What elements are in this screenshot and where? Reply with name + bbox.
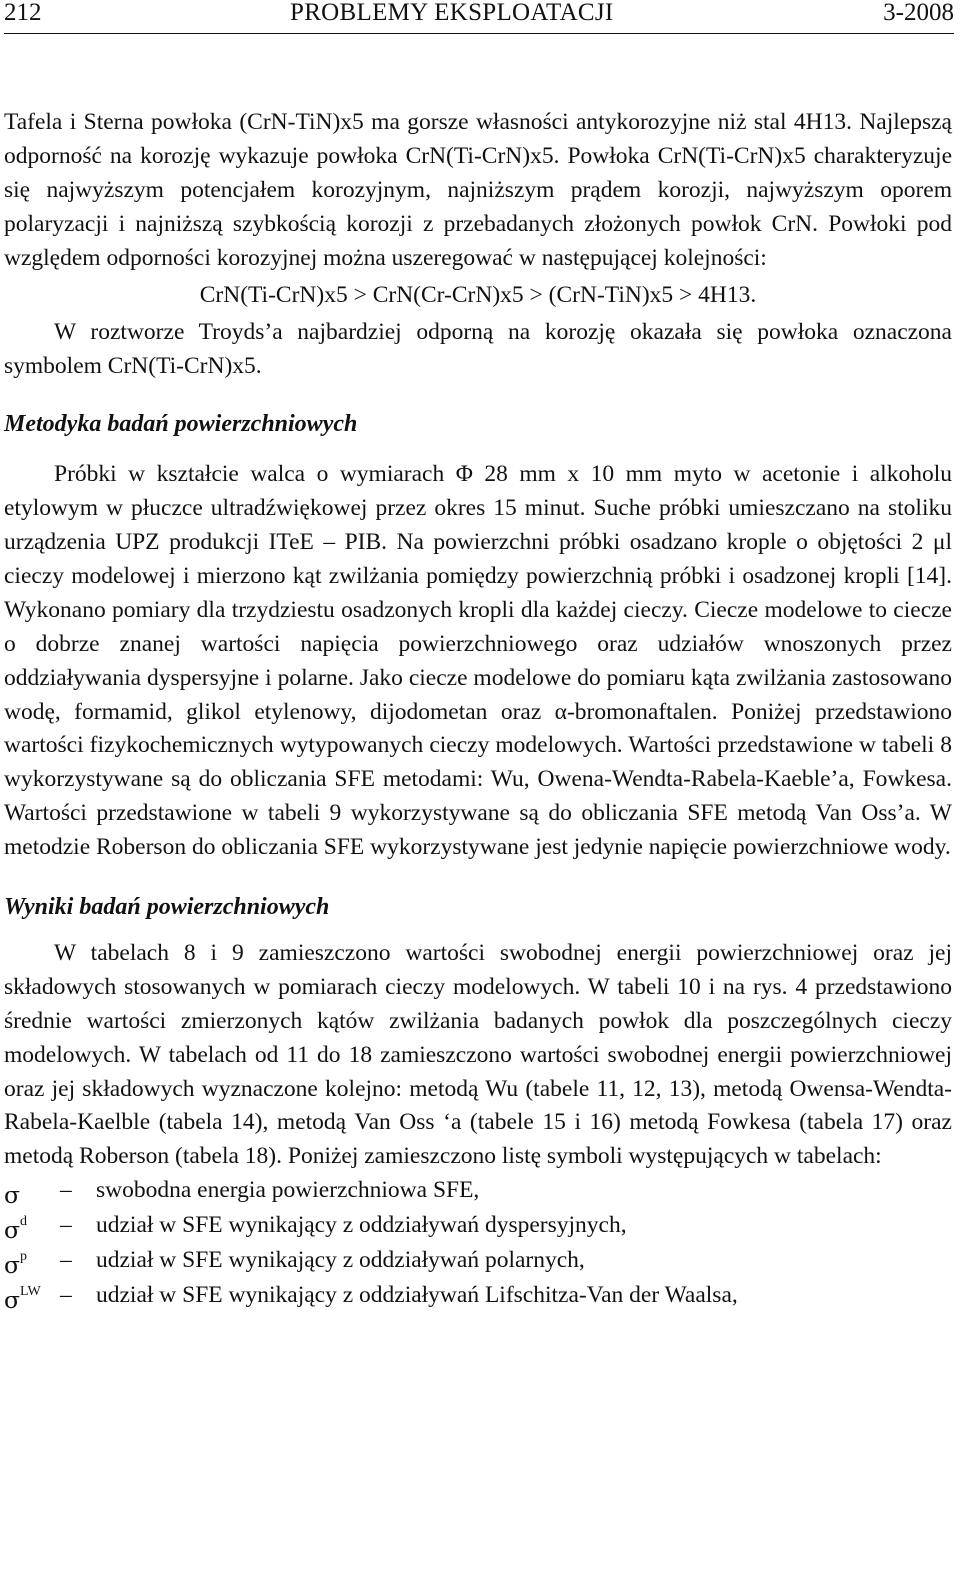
symbol-description: swobodna energia powierzchniowa SFE, [96, 1177, 480, 1204]
symbol-dash: – [60, 1247, 72, 1274]
symbol: $\sigma^p$ [4, 1249, 28, 1280]
corrosion-ranking: CrN(Ti-CrN)x5 > CrN(Cr-CrN)x5 > (CrN-TiN)x5 > 4H13. [199, 281, 757, 308]
journal-title: PROBLEMY EKSPLOATACJI [290, 0, 614, 26]
results-paragraph: W tabelach 8 i 9 zamieszczono wartości swobodnej energii powierzchniowej oraz jej składowych stosowanych w pomiarach cieczy modelowych. W tabeli 10 i na rys. 4 przedstawiono średnie wartości zmierzonych kątów zwilżania badanych powłok dla poszczególnych cieczy modelowych. W tabelach od 11 do 18 zamieszczono wartości swobodnej energii powierzchniowej oraz jej składowych wyznaczone kolejno: metodą Wu (tabele 11, 12, 13), metodą Owensa-Wendta-Rabela-Kaelble (tabela 14), metodą Van Oss ‘a (tabele 15 i 16) metodą Fowkesa (tabela 17) oraz metodą Roberson (tabela 18). Poniżej zamieszczono listę symboli występujących w tabelach: [4, 939, 952, 1170]
symbol-list [4, 1174, 952, 1314]
symbol-dash: – [60, 1282, 72, 1309]
article-body [4, 106, 952, 1314]
symbol-row [4, 1209, 952, 1244]
symbol-row [4, 1244, 952, 1279]
issue-number: 3-2008 [883, 0, 954, 26]
symbol-dash: – [60, 1212, 72, 1239]
symbol-row [4, 1174, 952, 1209]
header-rule [4, 33, 954, 34]
page-header [4, 0, 954, 34]
symbol: σ [4, 1181, 21, 1210]
intro-paragraph: Tafela i Sterna powłoka (CrN-TiN)x5 ma gorsze własności antykorozyjne niż stal 4H13. Najlepszą odporność na korozję wykazuje powłoka CrN(Ti-CrN)x5. Powłoka CrN(Ti-CrN)x5 charakteryzuje się najwyższym potencjałem korozyjnym, najniższym prądem korozji, najwyższym oporem polaryzacji i najniższą szybkością korozji z przebadanych złożonych powłok CrN. Powłoki pod względem odporności korozyjnej można uszeregować w następującej kolejności: [4, 109, 952, 271]
symbol: $\sigma^d$ [4, 1214, 28, 1245]
troyds-paragraph: W roztworze Troyds’a najbardziej odporną na korozję okazała się powłoka oznaczona symbolem CrN(Ti-CrN)x5. [4, 319, 952, 380]
symbol-description: udział w SFE wynikający z oddziaływań polarnych, [96, 1247, 585, 1274]
symbol-description: udział w SFE wynikający z oddziaływań Lifschitza-Van der Waalsa, [96, 1282, 738, 1309]
page-number: 212 [4, 0, 42, 26]
symbol-row [4, 1279, 952, 1314]
symbol-dash: – [60, 1177, 72, 1204]
section-heading-results: Wyniki badań powierzchniowych [4, 894, 330, 921]
symbol-description: udział w SFE wynikający z oddziaływań dyspersyjnych, [96, 1212, 627, 1239]
section-heading-methodology: Metodyka badań powierzchniowych [4, 411, 358, 438]
symbol: $\sigma^{LW}$ [4, 1284, 41, 1315]
methodology-paragraph: Próbki w kształcie walca o wymiarach Φ 28 mm x 10 mm myto w acetonie i alkoholu etylowym w płuczce ultradźwiękowej przez okres 15 minut. Suche próbki umieszczano na stoliku urządzenia UPZ produkcji ITeE – PIB. Na powierzchni próbki osadzano krople o objętości 2 μl cieczy modelowej i mierzono kąt zwilżania pomiędzy powierzchnią próbki i osadzonej kropli [14]. Wykonano pomiary dla trzydziestu osadzonych kropli dla każdej cieczy. Ciecze modelowe to ciecze o dobrze znanej wartości napięcia powierzchniowego oraz udziałów wnoszonych przez oddziaływania dyspersyjne i polarne. Jako ciecze modelowe do pomiaru kąta zwilżania zastosowano wodę, formamid, glikol etylenowy, dijodometan oraz α-bromonaftalen. Poniżej przedstawiono wartości fizykochemicznych wytypowanych cieczy modelowych. Wartości przedstawione w tabeli 8 wykorzystywane są do obliczania SFE metodami: Wu, Owena-Wendta-Rabela-Kaeble’a, Fowkesa. Wartości przedstawione w tabeli 9 wykorzystywane są do obliczania SFE metodą Van Oss’a. W metodzie Roberson do obliczania SFE wykorzystywane jest jedynie napięcie powierzchniowe wody. [4, 461, 952, 861]
